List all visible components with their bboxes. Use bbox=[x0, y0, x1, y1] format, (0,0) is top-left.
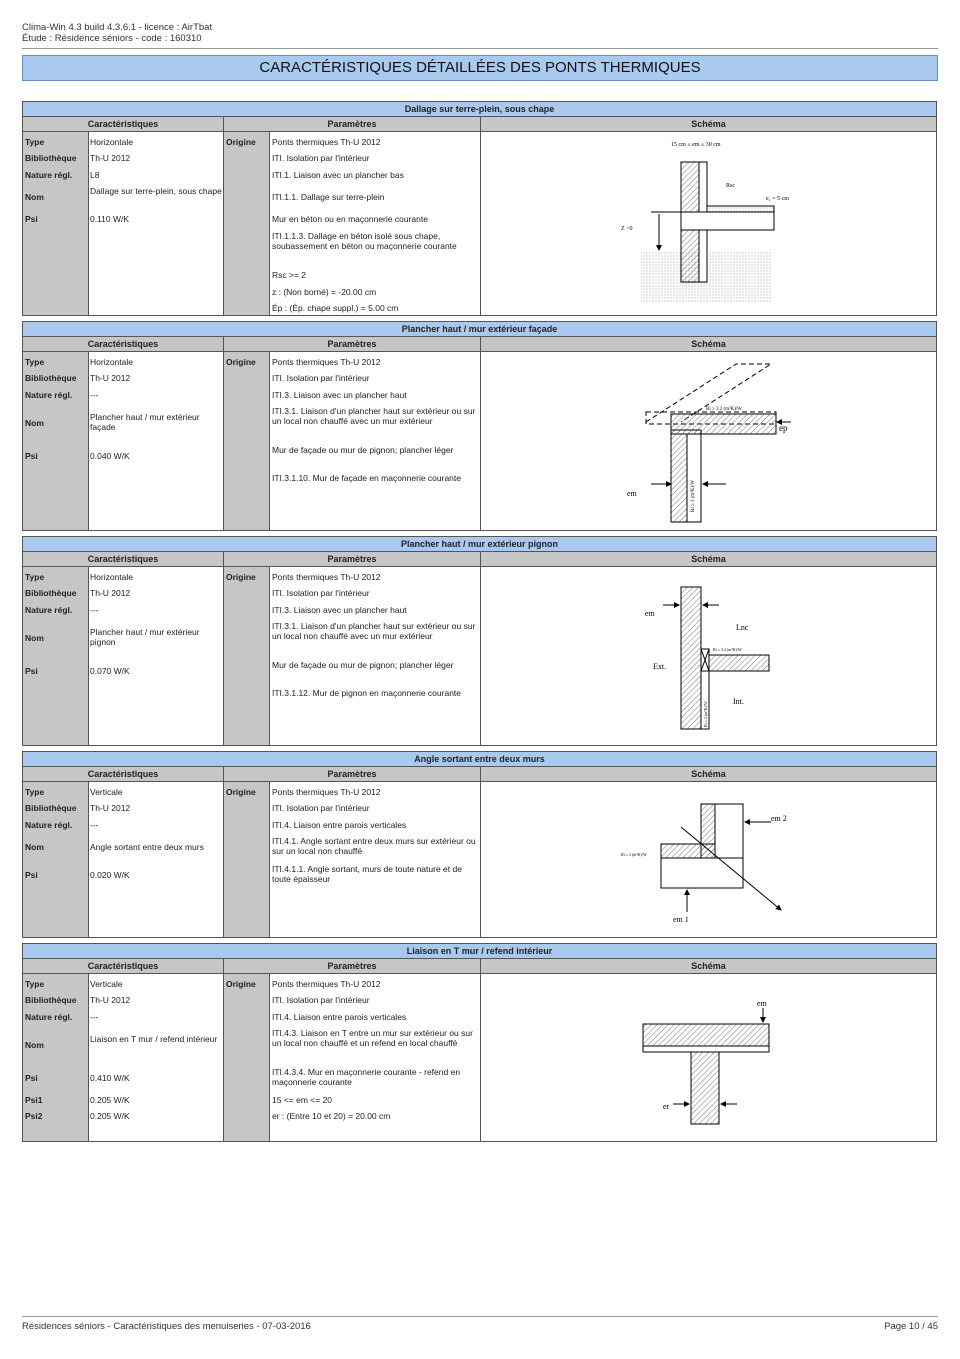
section-title: Angle sortant entre deux murs bbox=[23, 752, 936, 767]
label-nature: Nature régl. bbox=[25, 1012, 73, 1022]
label-origine: Origine bbox=[226, 357, 256, 367]
footer-left: Résidences séniors - Caractéristiques des menuiseries - 07-03-2016 bbox=[22, 1321, 311, 1332]
value-nature: --- bbox=[90, 390, 99, 400]
partition bbox=[691, 1052, 719, 1124]
param-line: Ponts thermiques Th-U 2012 bbox=[272, 572, 381, 582]
col-parametres: Paramètres bbox=[327, 961, 377, 971]
section-angle-sortant bbox=[22, 751, 937, 938]
value-psi: 0.040 W/K bbox=[90, 451, 130, 461]
param-line: er : (Entre 10 et 20) = 20.00 cm bbox=[272, 1111, 391, 1121]
value-nom: Plancher haut / mur extérieur façade bbox=[90, 412, 200, 432]
schema-liaison-t-drawing bbox=[481, 974, 936, 1141]
col-schema: Schéma bbox=[691, 554, 726, 564]
value-type: Horizontale bbox=[90, 357, 133, 367]
param-line: ITI.3.1. Liaison d'un plancher haut sur extérieur ou sur un local non chauffé avec un mur extérieur bbox=[272, 621, 476, 641]
section-liaison-t bbox=[22, 943, 937, 1142]
label-origine: Origine bbox=[226, 787, 256, 797]
col-schema: Schéma bbox=[691, 119, 726, 129]
section-title: Plancher haut / mur extérieur pignon bbox=[23, 537, 936, 552]
param-line: ITI.4.1. Angle sortant entre deux murs sur extérieur ou sur un local non chauffé bbox=[272, 836, 476, 856]
wall-1 bbox=[661, 858, 743, 888]
section-title: Liaison en T mur / refend intérieur bbox=[23, 944, 936, 959]
column-headers bbox=[23, 117, 936, 132]
label-nom: Nom bbox=[25, 1040, 44, 1050]
footer-rule bbox=[22, 1316, 938, 1317]
screed bbox=[707, 206, 774, 212]
column-headers bbox=[23, 337, 936, 352]
label-origine: Origine bbox=[226, 572, 256, 582]
param-line: ITI. Isolation par l'intérieur bbox=[272, 995, 370, 1005]
value-nom: Dallage sur terre-plein, sous chape bbox=[90, 186, 222, 196]
value-bibliotheque: Th-U 2012 bbox=[90, 153, 131, 163]
schema-label: Ri ≥ 3.2 (m²K)/W bbox=[713, 647, 742, 652]
value-nature: --- bbox=[90, 1012, 99, 1022]
column-headers bbox=[23, 959, 936, 974]
schema-plancher-pignon-drawing bbox=[481, 567, 936, 745]
value-type: Horizontale bbox=[90, 572, 133, 582]
label-psi: Psi bbox=[25, 870, 38, 880]
value-bibliotheque: Th-U 2012 bbox=[90, 588, 131, 598]
value-type: Verticale bbox=[90, 979, 123, 989]
value-nature: --- bbox=[90, 605, 99, 615]
param-line: ITI.3.1.12. Mur de pignon en maçonnerie courante bbox=[272, 688, 462, 698]
schema-label: Ext. bbox=[653, 662, 667, 671]
label-nom: Nom bbox=[25, 192, 44, 202]
param-line: ITI.1. Liaison avec un plancher bas bbox=[272, 170, 404, 180]
value-psi: 0.110 W/K bbox=[90, 214, 130, 224]
param-line: ITI.4.3.4. Mur en maçonnerie courante - refend en maçonnerie courante bbox=[272, 1067, 461, 1087]
col-caracteristiques: Caractéristiques bbox=[87, 769, 159, 779]
label-psi2: Psi2 bbox=[25, 1111, 43, 1121]
label-bibliotheque: Bibliothèque bbox=[25, 588, 77, 598]
value-type: Horizontale bbox=[90, 137, 133, 147]
param-line: Ép : (Ép. chape suppl.) = 5.00 cm bbox=[272, 303, 399, 313]
schema-label: em bbox=[645, 609, 655, 618]
col-schema: Schéma bbox=[691, 339, 726, 349]
label-type: Type bbox=[25, 787, 45, 797]
label-origine: Origine bbox=[226, 979, 256, 989]
param-line: ITI.1.1. Dallage sur terre-plein bbox=[272, 192, 385, 202]
label-bibliotheque: Bibliothèque bbox=[25, 995, 77, 1005]
schema-label: Int. bbox=[733, 697, 744, 706]
label-type: Type bbox=[25, 137, 45, 147]
label-origine: Origine bbox=[226, 137, 256, 147]
value-nature: --- bbox=[90, 820, 99, 830]
schema-label: em 2 bbox=[771, 814, 787, 823]
schema-label: Rsc bbox=[726, 183, 735, 189]
label-psi: Psi bbox=[25, 451, 38, 461]
value-bibliotheque: Th-U 2012 bbox=[90, 803, 131, 813]
section-dallage bbox=[22, 101, 937, 316]
param-line: Rsc >= 2 bbox=[272, 270, 307, 280]
label-nom: Nom bbox=[25, 418, 44, 428]
label-bibliotheque: Bibliothèque bbox=[25, 373, 77, 383]
label-bibliotheque: Bibliothèque bbox=[25, 803, 77, 813]
section-body bbox=[23, 782, 936, 937]
schema-label: em bbox=[627, 489, 637, 498]
label-psi1: Psi1 bbox=[25, 1095, 43, 1105]
param-line: Ponts thermiques Th-U 2012 bbox=[272, 357, 381, 367]
schema-angle-sortant-drawing bbox=[481, 782, 936, 937]
page-number: Page 10 / 45 bbox=[884, 1321, 938, 1332]
schema-label: ep bbox=[779, 423, 788, 433]
header-software-line: Clima-Win 4.3 build 4.3.6.1 - licence : AirTbat bbox=[22, 22, 213, 33]
label-psi: Psi bbox=[25, 1073, 38, 1083]
value-bibliotheque: Th-U 2012 bbox=[90, 373, 131, 383]
schema-plancher-pignon bbox=[481, 567, 936, 745]
value-nature: L8 bbox=[90, 170, 100, 180]
value-psi: 0.070 W/K bbox=[90, 666, 130, 676]
label-nature: Nature régl. bbox=[25, 605, 73, 615]
schema-label: em bbox=[757, 999, 767, 1008]
section-title: Plancher haut / mur extérieur façade bbox=[23, 322, 936, 337]
value-nom: Plancher haut / mur extérieur pignon bbox=[90, 627, 200, 647]
value-psi: 0.020 W/K bbox=[90, 870, 130, 880]
section-plancher-facade bbox=[22, 321, 937, 531]
param-line: ITI.3.1. Liaison d'un plancher haut sur extérieur ou sur un local non chauffé avec un mur extérieur bbox=[272, 406, 476, 426]
param-line: ITI.3.1.10. Mur de façade en maçonnerie courante bbox=[272, 473, 462, 483]
label-nature: Nature régl. bbox=[25, 390, 73, 400]
col-parametres: Paramètres bbox=[327, 339, 377, 349]
param-line: Mur de façade ou mur de pignon; plancher léger bbox=[272, 445, 454, 455]
param-line: Mur en béton ou en maçonnerie courante bbox=[272, 214, 428, 224]
param-line: ITI. Isolation par l'intérieur bbox=[272, 803, 370, 813]
param-line: ITI. Isolation par l'intérieur bbox=[272, 373, 370, 383]
param-line: z : (Non borné) = -20.00 cm bbox=[272, 287, 377, 297]
label-nature: Nature régl. bbox=[25, 170, 73, 180]
schema-dallage bbox=[481, 132, 936, 315]
label-nom: Nom bbox=[25, 633, 44, 643]
col-caracteristiques: Caractéristiques bbox=[87, 961, 159, 971]
schema-label: Lnc bbox=[736, 623, 749, 632]
schema-label: 15 cm ≤ em ≤ 30 cm bbox=[671, 142, 721, 148]
label-type: Type bbox=[25, 979, 45, 989]
schema-label: Ri ≥ 2 (m²K)/W bbox=[621, 852, 647, 857]
param-line: ITI.3. Liaison avec un plancher haut bbox=[272, 605, 407, 615]
label-psi: Psi bbox=[25, 214, 38, 224]
section-body bbox=[23, 974, 936, 1141]
param-line: Mur de façade ou mur de pignon; plancher léger bbox=[272, 660, 454, 670]
column-headers bbox=[23, 552, 936, 567]
schema-label: er bbox=[663, 1102, 670, 1111]
param-line: ITI. Isolation par l'intérieur bbox=[272, 588, 370, 598]
section-body bbox=[23, 352, 936, 530]
column-headers bbox=[23, 767, 936, 782]
col-schema: Schéma bbox=[691, 961, 726, 971]
document-header bbox=[22, 22, 212, 44]
value-nom: Liaison en T mur / refend intérieur bbox=[90, 1034, 218, 1044]
col-caracteristiques: Caractéristiques bbox=[87, 339, 159, 349]
section-title: Dallage sur terre-plein, sous chape bbox=[23, 102, 936, 117]
section-plancher-pignon bbox=[22, 536, 937, 746]
label-nom: Nom bbox=[25, 842, 44, 852]
section-body bbox=[23, 132, 936, 315]
param-line: ITI.4.1.1. Angle sortant, murs de toute nature et de toute épaisseur bbox=[272, 864, 462, 884]
schema-label: e₁ = 5 cm bbox=[766, 196, 789, 202]
col-caracteristiques: Caractéristiques bbox=[87, 554, 159, 564]
label-bibliotheque: Bibliothèque bbox=[25, 153, 77, 163]
section-body bbox=[23, 567, 936, 745]
param-line: 15 <= em <= 20 bbox=[272, 1095, 333, 1105]
header-rule bbox=[22, 48, 938, 49]
schema-label: Ri ≥ 2 (m²K)/W bbox=[703, 701, 708, 727]
param-line: ITI.3. Liaison avec un plancher haut bbox=[272, 390, 407, 400]
col-parametres: Paramètres bbox=[327, 119, 377, 129]
value-psi2: 0.205 W/K bbox=[90, 1111, 130, 1121]
param-line: ITI. Isolation par l'intérieur bbox=[272, 153, 370, 163]
col-schema: Schéma bbox=[691, 769, 726, 779]
value-type: Verticale bbox=[90, 787, 123, 797]
schema-label: Z >0 bbox=[621, 226, 633, 232]
value-bibliotheque: Th-U 2012 bbox=[90, 995, 131, 1005]
label-type: Type bbox=[25, 572, 45, 582]
page-title: CARACTÉRISTIQUES DÉTAILLÉES DES PONTS THERMIQUES bbox=[22, 55, 938, 81]
schema-liaison-t bbox=[481, 974, 936, 1141]
header-study-line: Étude : Résidence séniors - code : 160310 bbox=[22, 33, 202, 44]
label-type: Type bbox=[25, 357, 45, 367]
schema-label: Ri ≥ 3.2 (m²K)/W bbox=[706, 407, 742, 412]
schema-dallage-drawing bbox=[481, 132, 936, 315]
param-line: Ponts thermiques Th-U 2012 bbox=[272, 137, 381, 147]
col-parametres: Paramètres bbox=[327, 769, 377, 779]
param-line: Ponts thermiques Th-U 2012 bbox=[272, 979, 381, 989]
wall bbox=[681, 587, 701, 729]
schema-label: em 1 bbox=[673, 915, 689, 924]
param-line: Ponts thermiques Th-U 2012 bbox=[272, 787, 381, 797]
slab bbox=[681, 212, 774, 230]
param-line: ITI.1.1.3. Dallage en béton isolé sous chape, soubassement en béton ou maçonnerie courante bbox=[272, 231, 457, 251]
value-nom: Angle sortant entre deux murs bbox=[90, 842, 204, 852]
label-nature: Nature régl. bbox=[25, 820, 73, 830]
col-caracteristiques: Caractéristiques bbox=[87, 119, 159, 129]
floor bbox=[709, 655, 769, 671]
param-line: ITI.4. Liaison entre parois verticales bbox=[272, 1012, 407, 1022]
schema-plancher-facade-drawing bbox=[481, 352, 936, 530]
schema-angle-sortant bbox=[481, 782, 936, 937]
param-line: ITI.4. Liaison entre parois verticales bbox=[272, 820, 407, 830]
param-line: ITI.4.3. Liaison en T entre un mur sur extérieur ou sur un local non chauffé et un refend en local chauffé bbox=[272, 1028, 473, 1048]
value-psi: 0.410 W/K bbox=[90, 1073, 130, 1083]
schema-plancher-facade bbox=[481, 352, 936, 530]
value-psi1: 0.205 W/K bbox=[90, 1095, 130, 1105]
col-parametres: Paramètres bbox=[327, 554, 377, 564]
schema-label: Ri ≥ 3 (m²K)/W bbox=[691, 479, 696, 512]
label-psi: Psi bbox=[25, 666, 38, 676]
